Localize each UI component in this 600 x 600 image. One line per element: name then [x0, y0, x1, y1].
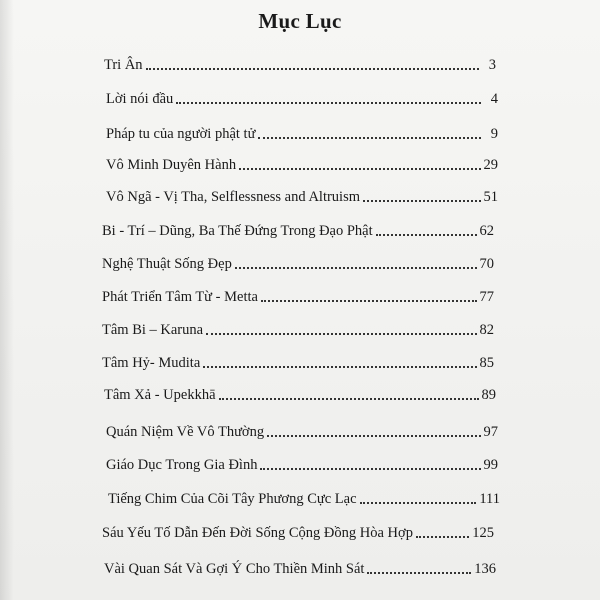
toc-entry-page-number: 51	[483, 189, 498, 205]
toc-entry-title: Tâm Xả - Upekkhā	[104, 387, 216, 403]
toc-entry-title: Pháp tu của người phật tử	[106, 126, 256, 142]
toc-dot-leader	[176, 101, 481, 104]
toc-entry-page-number: 136	[474, 561, 496, 577]
toc-dot-leader	[267, 434, 480, 437]
toc-dot-leader	[219, 397, 479, 400]
toc-entry	[106, 184, 498, 206]
toc-entry-page-number: 125	[472, 525, 494, 541]
toc-entry	[106, 152, 498, 174]
toc-entry	[102, 251, 494, 273]
toc-entry	[106, 86, 498, 108]
toc-entry-title: Vài Quan Sát Và Gợi Ý Cho Thiền Minh Sát	[104, 561, 365, 577]
toc-entry-title: Bi - Trí – Dũng, Ba Thế Đứng Trong Đạo Phật	[102, 223, 373, 239]
toc-entry-page-number: 29	[483, 157, 498, 173]
toc-dot-leader	[363, 199, 481, 202]
toc-entry	[102, 317, 494, 339]
toc-entry-page-number: 70	[479, 256, 494, 272]
toc-dot-leader	[260, 467, 480, 470]
toc-entry	[102, 218, 494, 240]
toc-entry-page-number: 9	[490, 126, 498, 142]
toc-entry-title: Tri Ân	[104, 57, 143, 73]
toc-entry	[102, 284, 494, 306]
toc-dot-leader	[360, 501, 477, 504]
toc-entry-page-number: 97	[483, 424, 498, 440]
toc-entry	[104, 556, 496, 578]
toc-entry-page-number: 82	[479, 322, 494, 338]
toc-entry-page-number: 62	[479, 223, 494, 239]
toc-dot-leader	[376, 233, 477, 236]
toc-entry	[106, 419, 498, 441]
toc-entry-title: Quán Niệm Về Vô Thường	[106, 424, 265, 440]
toc-entry	[106, 452, 498, 474]
toc-entry	[102, 520, 494, 542]
toc-entry-page-number: 4	[490, 91, 498, 107]
toc-entry-page-number: 3	[488, 57, 496, 73]
toc-dot-leader	[367, 571, 471, 574]
toc-entry-title: Tâm Hỷ- Mudita	[102, 355, 201, 371]
toc-entry-title: Vô Minh Duyên Hành	[106, 157, 237, 173]
toc-entry	[104, 52, 496, 74]
toc-entry	[102, 350, 494, 372]
toc-entry-title: Nghệ Thuật Sống Đẹp	[102, 256, 232, 272]
toc-dot-leader	[239, 167, 480, 170]
toc-dot-leader	[416, 535, 469, 538]
toc-entry-title: Phát Triển Tâm Từ - Metta	[102, 289, 258, 305]
toc-entry	[108, 486, 500, 508]
toc-entry-page-number: 111	[479, 491, 500, 507]
toc-entry-page-number: 85	[479, 355, 494, 371]
toc-entry-title: Tâm Bi – Karuna	[102, 322, 204, 338]
toc-dot-leader	[206, 332, 476, 335]
toc-entry-page-number: 89	[481, 387, 496, 403]
toc-entry	[106, 121, 498, 143]
toc-entry-title: Lời nói đầu	[106, 91, 174, 107]
toc-entry-title: Sáu Yếu Tố Dẫn Đến Đời Sống Cộng Đồng Hòa Hợp	[102, 525, 413, 541]
page-edge-shadow	[0, 0, 14, 600]
toc-dot-leader	[146, 67, 479, 70]
page-title: Mục Lục	[258, 9, 342, 33]
toc-entry	[104, 382, 496, 404]
toc-dot-leader	[235, 266, 477, 269]
toc-entry-title: Tiếng Chim Của Cõi Tây Phương Cực Lạc	[108, 491, 357, 507]
toc-entry-page-number: 77	[479, 289, 494, 305]
toc-entry-title: Vô Ngã - Vị Tha, Selflessness and Altruism	[106, 189, 360, 205]
toc-dot-leader	[258, 136, 481, 139]
toc-entry-title: Giáo Dục Trong Gia Đình	[106, 457, 258, 473]
toc-dot-leader	[203, 365, 476, 368]
toc-dot-leader	[261, 299, 477, 302]
toc-entry-page-number: 99	[483, 457, 498, 473]
